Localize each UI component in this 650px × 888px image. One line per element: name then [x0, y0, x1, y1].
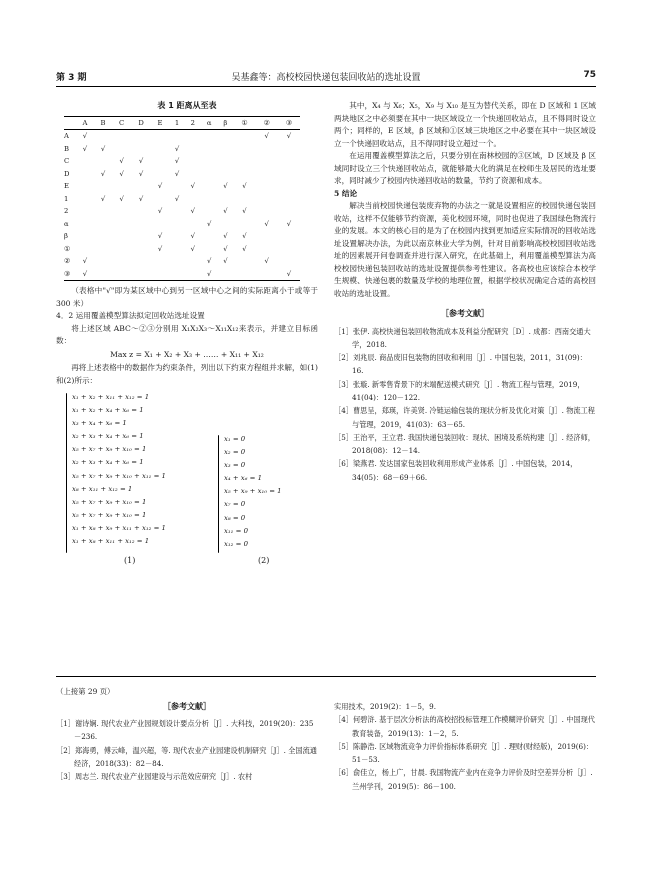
equation-label-1: (1): [124, 556, 136, 565]
table-cell: [112, 230, 131, 243]
table-cell: [217, 155, 233, 168]
column-header: A: [76, 116, 94, 130]
equation: x₁ + x₂ + x₄ + x₆ = 1: [72, 406, 144, 415]
table-cell: [233, 255, 255, 268]
table-cell: [94, 130, 112, 143]
table-cell: [151, 130, 169, 143]
reference-item: ［1］谢诗娴. 现代农业产业园规划设计要点分析［J］. 大科技，2019(20)：235－236.: [56, 719, 314, 742]
reference-item: ［6］梁燕君. 发达国家包装回收利用形成产业体系［J］. 中国包装，2014，34(05)：68－69＋66.: [334, 459, 578, 482]
table-cell: √: [264, 219, 269, 228]
table-cell: [278, 193, 300, 206]
row-label: D: [64, 169, 70, 178]
table-cell: √: [206, 257, 212, 265]
table-cell: [76, 168, 94, 181]
table-cell: [76, 218, 94, 231]
table-cell: [131, 143, 151, 156]
table-cell: [94, 255, 112, 268]
table-cell: [94, 180, 112, 193]
table-cell: √: [76, 268, 94, 281]
equation: x₈ = 0: [224, 513, 246, 522]
table-cell: [233, 155, 255, 168]
table-cell: √: [190, 232, 195, 240]
table-cell: √: [242, 232, 247, 240]
table-row: [64, 205, 300, 218]
table-cell: [94, 243, 112, 256]
table-cell: √: [138, 157, 144, 165]
table-cell: [256, 230, 278, 243]
reference-item: ［3］周志兰. 现代农业产业园建设与示范效应研究［J］. 农村: [56, 772, 253, 782]
table-cell: [112, 205, 131, 218]
table-row: [64, 168, 300, 181]
table-cell: [169, 255, 185, 268]
table-cell: √: [190, 182, 195, 190]
table-cell: [217, 218, 233, 231]
equation: x₂ + x₃ + x₄ + x₆ = 1: [72, 432, 144, 441]
constraint-system-1: [72, 391, 166, 548]
table-row: [64, 155, 300, 168]
table-cell: [151, 155, 169, 168]
row-label: ①: [64, 244, 71, 253]
table-cell: √: [157, 232, 163, 240]
table-row: [64, 230, 300, 243]
table-cell: [217, 168, 233, 181]
column-header: B: [94, 116, 112, 130]
row-label: 2: [64, 207, 69, 215]
table-cell: [169, 243, 185, 256]
column-header: α: [201, 116, 218, 130]
reference-item: ［5］陈静浩. 区域物流竞争力评价指标体系研究［J］. 理财(财经版)，2019(6)：51－53.: [334, 741, 594, 765]
table-cell: [256, 268, 278, 281]
table-cell: √: [82, 257, 88, 265]
equation: x₂ + x₃ + x₄ + x₆ = 1: [72, 458, 144, 467]
table-cell: [233, 143, 255, 156]
equation: x₁ + x₈ + x₉ + x₁₁ + x₁₂ = 1: [72, 523, 166, 532]
table-cell: [256, 155, 278, 168]
table-cell: √: [174, 144, 180, 153]
table-row: [64, 243, 300, 256]
equation-label-2: (2): [258, 556, 270, 565]
table-cell: √: [201, 268, 218, 281]
table-cell: [112, 255, 131, 268]
table-cell: [151, 255, 169, 268]
running-header: [56, 70, 596, 86]
equation: x₁₂ = 0: [224, 539, 248, 548]
table-row: [64, 143, 300, 156]
column-header: β: [217, 116, 233, 130]
equation: x₁ + x₈ + x₁₁ + x₁₂ = 1: [72, 537, 150, 546]
table-cell: [131, 255, 151, 268]
table-cell: [131, 130, 151, 143]
table-cell: [112, 218, 131, 231]
column-header: D: [131, 116, 151, 130]
table-cell: [217, 193, 233, 206]
table-cell: [278, 155, 300, 168]
table-cell: √: [82, 144, 88, 153]
page-number: 75: [583, 70, 596, 80]
equation: x₇ = 0: [224, 500, 246, 509]
references-title: ［参考文献］: [441, 309, 489, 318]
column-header: 1: [169, 116, 185, 130]
table-cell: √: [119, 169, 124, 178]
table-cell: [151, 268, 169, 281]
reference-item: ［3］张璇. 新零售背景下的末端配送模式研究［J］. 物流工程与管理，2019，41(04)：120－122.: [334, 379, 585, 402]
table-cell: √: [157, 207, 163, 215]
reference-item: ［5］王治平，王立君. 我国快递包装回收：现状、困境及系统构建［J］. 经济师，2018(08)：12－14.: [334, 432, 595, 456]
table-cell: [131, 230, 151, 243]
table-cell: √: [286, 219, 292, 228]
continued-note: （上接第 29 页）: [56, 687, 115, 696]
table-cell: √: [264, 132, 269, 140]
table-cell: √: [242, 207, 247, 215]
left-column: [56, 100, 318, 655]
table-cell: [169, 130, 185, 143]
table-cell: [201, 168, 218, 181]
table-cell: [233, 268, 255, 281]
table-cell: √: [242, 182, 247, 190]
table-cell: [112, 180, 131, 193]
reference-list: [334, 700, 596, 793]
paragraph: 再将上述表格中的数据作为约束条件，列出以下约束方程组并求解，如(1)和(2)所示：: [56, 363, 318, 385]
table-cell: [185, 268, 201, 281]
row-label: 1: [64, 194, 69, 203]
equation-systems: [56, 387, 318, 655]
table-cell: [201, 143, 218, 156]
table-row: [64, 268, 300, 281]
table-note: （表格中"√"即为某区域中心到另一区域中心之间的实际距离小于或等于 300 米）: [56, 286, 318, 308]
reference-list: [56, 717, 318, 783]
continuation-right: [334, 700, 596, 793]
table-cell: [76, 243, 94, 256]
table-cell: [233, 168, 255, 181]
column-header: C: [112, 116, 131, 130]
reference-item: ［4］曹思呈，郑瑛，许美贤. 冷链运输包装的现状分析及优化对策［J］. 物流工程与管理，2019，41(03)：63－65.: [334, 406, 595, 429]
table-row: [64, 218, 300, 231]
table-cell: √: [138, 169, 144, 178]
column-header: E: [151, 116, 169, 130]
table-cell: [256, 168, 278, 181]
table-cell: [185, 130, 201, 143]
table-cell: [256, 243, 278, 256]
table-header-row: [64, 116, 300, 130]
table-cell: √: [138, 194, 144, 203]
table-cell: [233, 218, 255, 231]
table-cell: √: [157, 244, 163, 253]
paragraph: 在运用覆盖模型算法之后，只要分别在南林校园的③区域，D 区域及 β 区域同时设立三个快递回收站点，就能够最大化的满足在校师生及居民的选址要求，同时减少了校园内快递回收站的数量，节约了资源和成本。: [334, 151, 596, 185]
equation: x₅ + x₉ + x₁₀ = 1: [224, 487, 282, 496]
section-divider: [56, 676, 596, 677]
row-label: β: [64, 232, 68, 240]
table-cell: [201, 180, 218, 193]
table-row: [64, 193, 300, 206]
table-cell: [131, 180, 151, 193]
row-label: A: [64, 132, 69, 140]
table-cell: [151, 168, 169, 181]
table-cell: [169, 230, 185, 243]
table-caption: 表 1 距离从至表: [157, 101, 217, 110]
table-cell: [94, 155, 112, 168]
header-rule: [56, 86, 596, 87]
table-cell: √: [223, 182, 228, 190]
table-cell: [185, 155, 201, 168]
references-title: ［参考文献］: [163, 701, 211, 711]
table-cell: [185, 255, 201, 268]
table-cell: √: [264, 257, 269, 265]
table-cell: [278, 205, 300, 218]
table-cell: [278, 168, 300, 181]
table-cell: [201, 155, 218, 168]
table-row: [64, 180, 300, 193]
left-brace: [66, 393, 67, 553]
table-cell: √: [174, 157, 180, 165]
table-cell: √: [286, 132, 292, 140]
table-cell: [278, 230, 300, 243]
table-cell: √: [223, 257, 228, 265]
section-5-heading: 5 结论: [334, 188, 358, 198]
table-cell: √: [223, 207, 228, 215]
table-cell: [94, 218, 112, 231]
table-cell: √: [157, 182, 163, 190]
table-cell: [233, 130, 255, 143]
table-cell: √: [100, 194, 106, 203]
reference-item: ［2］郑海勇，傅云峰，温兴超，等. 现代农业产业园建设机制研究［J］. 全国流通经济，2018(33)：82－84.: [56, 745, 317, 768]
right-column: [334, 100, 596, 484]
reference-item: ［4］何碧浒. 基于层次分析法的高校招投标管理工作模糊评价研究［J］. 中国现代教育装备，2019(13)：1－2，5.: [334, 715, 595, 738]
reference-item: ［2］刘兆辰. 商品废旧包装物的回收和利用［J］. 中国包装，2011，31(09)：16.: [334, 353, 587, 376]
table-row: [64, 255, 300, 268]
objective-function: Max z = X₁ + X₂ + X₃ + …… + X₁₁ + X₁₂: [110, 349, 264, 359]
table-cell: [131, 205, 151, 218]
table-cell: [94, 230, 112, 243]
table-cell: [151, 193, 169, 206]
equation: x₅ + x₇ + x₉ + x₁₀ = 1: [72, 497, 147, 506]
table-cell: [201, 130, 218, 143]
table-cell: [151, 143, 169, 156]
table-cell: √: [119, 194, 124, 203]
table-cell: [278, 243, 300, 256]
table-cell: √: [100, 144, 106, 153]
paragraph: 其中，X₄ 与 X₆；X₅，X₉ 与 X₁₀ 是互为替代关系，即在 D 区域和 1 区域两块地区之中必须要在其中一块区域设立一个快递回收站点，且不得同时设立两个；同样的，E 区域，β 区域和①区域三块地区之中必要在其中一块区域设立一个快递回收站点，且不得同时设立超过一个。: [334, 101, 596, 148]
table-cell: [151, 218, 169, 231]
constraint-system-2: [224, 433, 282, 551]
table-cell: [185, 193, 201, 206]
table-cell: [278, 255, 300, 268]
row-label: ②: [64, 257, 71, 265]
reference-item: ［1］张伊. 高校快递包装回收物流成本及利益分配研究［D］. 成都：西南交通大学，2018.: [334, 326, 591, 349]
equation: x₅ + x₇ + x₉ + x₁₀ + x₁₁ = 1: [72, 471, 166, 480]
equation: x₁ + x₂ + x₁₁ + x₁₂ = 1: [72, 393, 150, 401]
table-row: [64, 130, 300, 143]
table-cell: √: [242, 244, 247, 253]
table-cell: √: [190, 244, 195, 253]
table-cell: √: [206, 219, 212, 228]
row-label: α: [64, 219, 69, 228]
paragraph: 将上述区域 ABC～②③分别用 X₁X₂X₃～X₁₁X₁₂来表示，并建立目标函数：: [56, 323, 318, 345]
table-cell: [169, 180, 185, 193]
table-body: [64, 130, 300, 281]
row-label: B: [64, 144, 69, 153]
table-cell: [256, 180, 278, 193]
table-cell: [233, 193, 255, 206]
table-cell: √: [223, 244, 228, 253]
table-cell: [131, 268, 151, 281]
column-header: ①: [233, 116, 255, 130]
table-cell: [169, 218, 185, 231]
table-cell: √: [82, 132, 88, 140]
column-header: [64, 116, 76, 130]
left-brace: [218, 435, 219, 553]
equation: x₁ = 0: [224, 435, 246, 443]
column-header: ②: [256, 116, 278, 130]
table-cell: [278, 180, 300, 193]
table-cell: [217, 130, 233, 143]
equation: x₄ + x₆ = 1: [224, 474, 262, 483]
table-cell: [131, 243, 151, 256]
reference-item: ［6］俞佳立，杨上广，甘晨. 我国物流产业内在竞争力评价及时空差异分析［J］. 兰州学刊，2019(5)：86－100.: [334, 768, 593, 791]
table-cell: √: [174, 194, 180, 203]
paragraph: 解决当前校园快递包装废弃物的办法之一就是设置相应的校园快递包装回收站，这样不仅能够节约资源，美化校园环境，同时也促进了我国绿色物流行业的发展。本文的核心目的是为了在校园内找到更加适应实际情况的回收站选址设置解决办法，为此以南京林业大学为例，针对目前影响高校校园回收站选址的因素展开问卷调查并进行深入研究，在此基础上，利用覆盖模型算法为高校校园快递包装回收站的选址设置提供参考性建议。各高校也应该综合本校学生规模、快递包裹的数量及学校的地理位置，根据学校状况确定合适的高校回收站的选址设置。: [334, 201, 596, 298]
issue-number: 第 3 期: [56, 73, 87, 83]
table-cell: √: [100, 169, 106, 178]
table-cell: [76, 180, 94, 193]
column-header: 2: [185, 116, 201, 130]
table-cell: √: [190, 207, 195, 215]
row-label: ③: [64, 268, 76, 281]
table-cell: [76, 193, 94, 206]
table-cell: [131, 218, 151, 231]
article-title: 吴基鑫等：高校校园快递包装回收站的选址设置: [231, 73, 421, 83]
reference-list: [334, 325, 596, 485]
table-cell: [76, 205, 94, 218]
table-cell: √: [119, 157, 124, 165]
table-cell: [169, 205, 185, 218]
table-cell: [112, 243, 131, 256]
table-cell: [76, 155, 94, 168]
table-cell: [256, 205, 278, 218]
section-4-2-heading: 4．2 运用覆盖模型算法拟定回收站选址设置: [56, 311, 205, 320]
continuation-left: [56, 686, 318, 783]
table-cell: [169, 268, 185, 281]
equation: x₂ = 0: [224, 448, 246, 457]
table-cell: [217, 143, 233, 156]
table-cell: [256, 193, 278, 206]
row-label: C: [64, 157, 70, 165]
table-cell: [94, 205, 112, 218]
table-cell: [217, 268, 233, 281]
row-label: E: [64, 182, 69, 190]
table-cell: [76, 230, 94, 243]
table-cell: [201, 205, 218, 218]
equation: x₅ + x₇ + x₉ + x₁₀ = 1: [72, 445, 147, 454]
table-cell: [185, 218, 201, 231]
table-cell: [185, 143, 201, 156]
table-cell: √: [223, 232, 228, 240]
equation: x₃ + x₄ + x₆ = 1: [72, 419, 127, 428]
table-cell: [278, 143, 300, 156]
distance-table: [64, 116, 300, 282]
reference-item: 实用技术，2019(2)：1－5，9.: [334, 702, 436, 711]
table-cell: [201, 243, 218, 256]
equation: x₁₁ = 0: [224, 526, 248, 535]
table-cell: [112, 268, 131, 281]
table-cell: [185, 168, 201, 181]
column-header: ③: [278, 116, 300, 130]
table-cell: √: [174, 169, 180, 178]
table-cell: [112, 143, 131, 156]
table-cell: [201, 230, 218, 243]
table-cell: √: [278, 268, 300, 281]
equation: x₃ = 0: [224, 461, 246, 470]
equation: x₅ + x₇ + x₉ + x₁₀ = 1: [72, 510, 147, 519]
table-cell: [112, 130, 131, 143]
table-cell: [201, 193, 218, 206]
table-cell: [256, 143, 278, 156]
table-cell: [94, 268, 112, 281]
equation: x₈ + x₁₁ + x₁₂ = 1: [72, 484, 133, 493]
